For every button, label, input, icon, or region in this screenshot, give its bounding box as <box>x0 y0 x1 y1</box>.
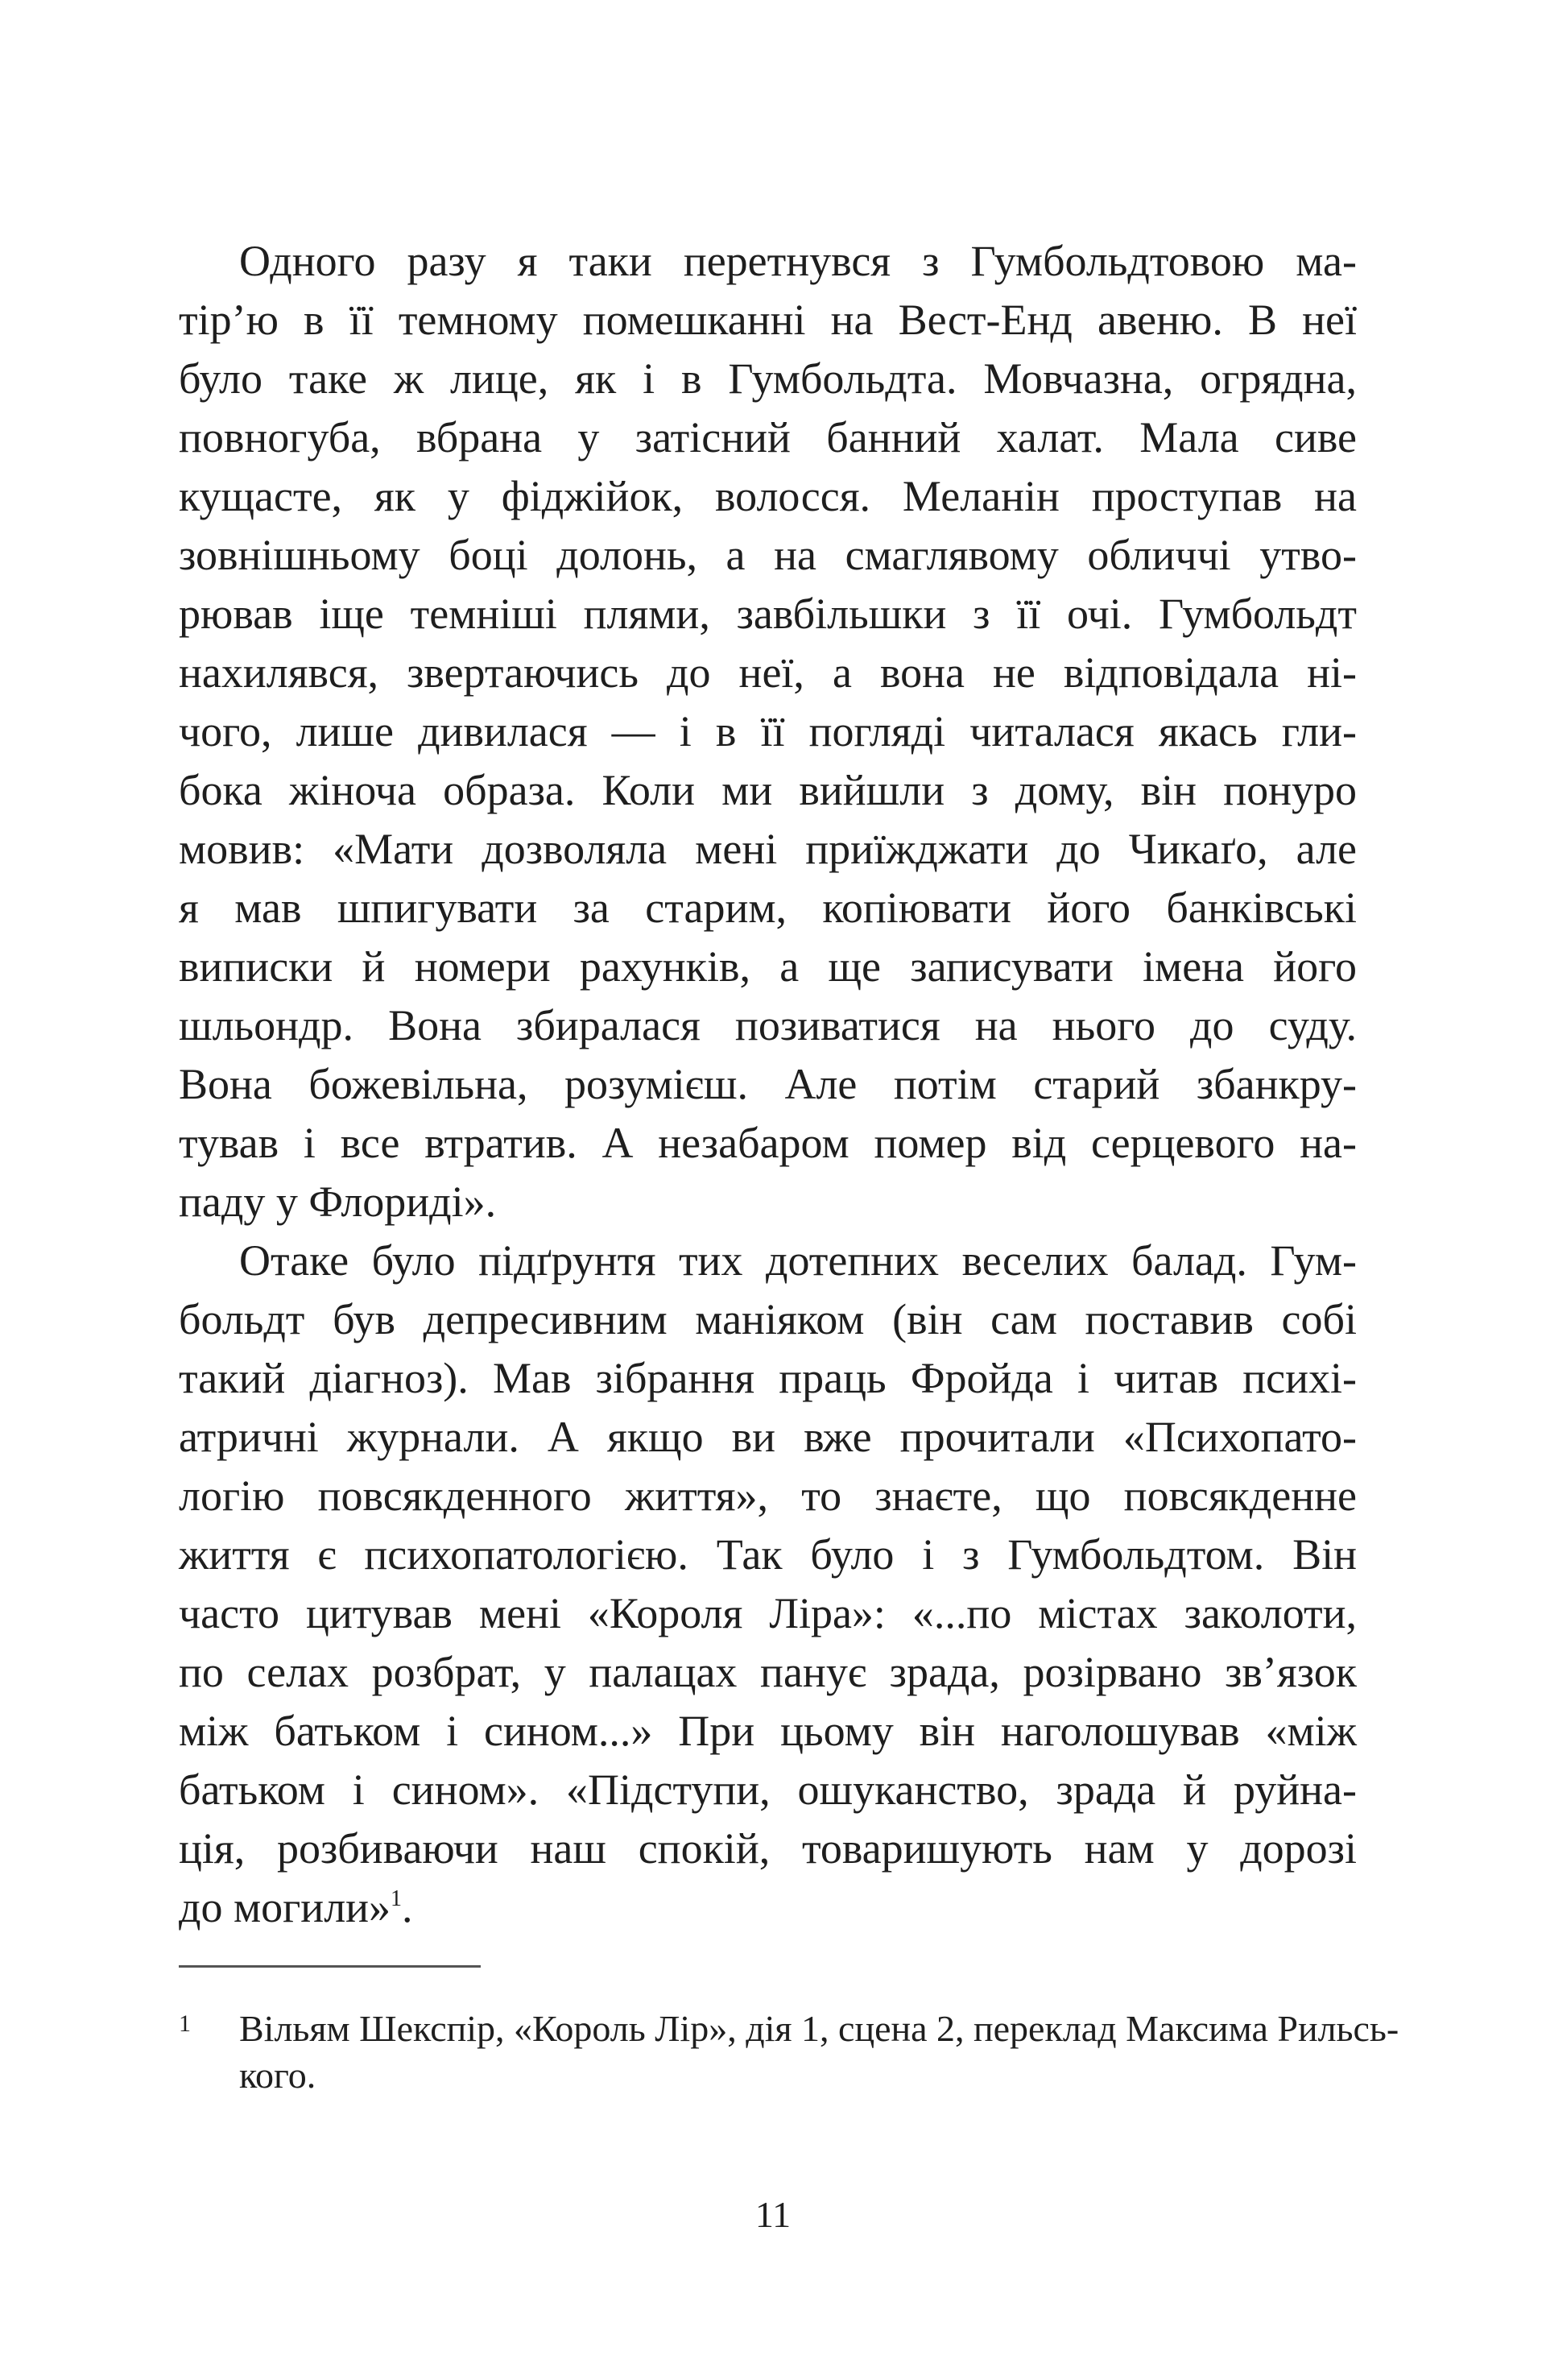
text-line-content: ція, розбиваючи наш спокій, товаришують нам у дорозі <box>179 1824 1357 1873</box>
text-line <box>179 585 1357 644</box>
text-line-content: було таке ж лице, як і в Гумбольдта. Мовчазна, огрядна, <box>179 354 1357 403</box>
text-line <box>179 291 1357 350</box>
text-line <box>179 1231 1357 1290</box>
text-line-content: тір’ю в її темному помешканні на Вест-Енд авеню. В неї <box>179 296 1357 344</box>
text-line-content: бока жіноча образа. Коли ми вийшли з дому, він понуро <box>179 766 1357 814</box>
footnote-reference[interactable]: 1 <box>391 1886 403 1911</box>
text-line <box>179 1702 1357 1761</box>
page-number: 11 <box>754 2194 792 2235</box>
text-line-content: зовнішньому боці долонь, а на смаглявому обличчі утво- <box>179 531 1357 579</box>
text-line-content: Вона божевільна, розумієш. Але потім старий збанкру- <box>179 1060 1357 1108</box>
text-line <box>179 761 1357 820</box>
text-line <box>179 1349 1357 1408</box>
text-line-content: мовив: «Мати дозволяла мені приїжджати до Чикаґо, але <box>179 825 1357 873</box>
text-line-content: виписки й номери рахунків, а ще записувати імена його <box>179 942 1357 991</box>
footnote-text <box>239 2005 1399 2099</box>
text-line <box>179 350 1357 408</box>
text-line <box>179 1173 1357 1231</box>
text-line-content: часто цитував мені «Короля Ліра»: «...по містах заколоти, <box>179 1589 1357 1637</box>
text-line-content: паду у Флориді». <box>179 1178 497 1226</box>
paragraph <box>179 232 1357 1231</box>
text-line-content: рював іще темніші плями, завбільшки з її очі. Гумбольдт <box>179 590 1357 638</box>
text-line <box>179 702 1357 761</box>
text-line-content: між батьком і сином...» При цьому він наголошував «між <box>179 1707 1357 1755</box>
text-line <box>179 644 1357 702</box>
text-line-content: чого, лише дивилася — і в її погляді читалася якась гли- <box>179 707 1357 755</box>
text-line <box>179 1643 1357 1702</box>
text-line <box>179 1525 1357 1584</box>
text-line <box>179 1467 1357 1525</box>
text-line <box>179 1819 1357 1878</box>
footnote-mark: 1 <box>179 2010 191 2037</box>
text-line <box>179 1584 1357 1643</box>
text-line-content: по селах розбрат, у палацах панує зрада, розірвано зв’язок <box>179 1648 1357 1696</box>
text-line-period: . <box>402 1883 413 1931</box>
text-line <box>179 1055 1357 1114</box>
text-line <box>179 1408 1357 1467</box>
text-line-content: батьком і сином». «Підступи, ошуканство, зрада й руйна- <box>179 1765 1357 1814</box>
text-line <box>179 1290 1357 1349</box>
text-line <box>179 408 1357 467</box>
text-line <box>179 879 1357 938</box>
text-line <box>179 996 1357 1055</box>
text-line-content: Одного разу я таки перетнувся з Гумбольдтовою ма- <box>239 237 1357 285</box>
text-line <box>179 938 1357 996</box>
text-line-content: атричні журнали. А якщо ви вже прочитали «Психопато- <box>179 1413 1357 1461</box>
footnote-line: Вільям Шекспір, «Король Лір», дія 1, сцена 2, переклад Максима Рильсь- <box>239 2008 1399 2049</box>
paragraph <box>179 1231 1357 1937</box>
text-line <box>179 467 1357 526</box>
text-line-content: тував і все втратив. А незабаром помер від серцевого на- <box>179 1119 1357 1167</box>
text-line-content: нахилявся, звертаючись до неї, а вона не відповідала ні- <box>179 648 1357 697</box>
text-line <box>179 1878 1357 1937</box>
text-line-content: повногуба, вбрана у затісний банний халат. Мала сиве <box>179 413 1357 462</box>
text-line-content: больдт був депресивним маніяком (він сам поставив собі <box>179 1295 1357 1343</box>
text-line <box>179 232 1357 291</box>
text-line <box>179 526 1357 585</box>
text-line-content: такий діагноз). Мав зібрання праць Фройда і читав психі- <box>179 1354 1357 1402</box>
footnote <box>179 2005 1399 2099</box>
text-line <box>179 1761 1357 1819</box>
text-line <box>179 1114 1357 1173</box>
text-line-content: до могили» <box>179 1883 391 1931</box>
footnote-line: кого. <box>239 2055 316 2096</box>
text-line <box>179 820 1357 879</box>
text-line-content: я мав шпигувати за старим, копіювати його банківські <box>179 884 1357 932</box>
text-line-content: Отаке було підґрунтя тих дотепних веселих балад. Гум- <box>239 1236 1357 1285</box>
text-line-content: шльондр. Вона збиралася позиватися на нього до суду. <box>179 1001 1357 1049</box>
footnote-divider <box>179 1965 481 1968</box>
text-line-content: життя є психопатологією. Так було і з Гумбольдтом. Він <box>179 1530 1357 1579</box>
text-line-content: логію повсякденного життя», то знаєте, що повсякденне <box>179 1471 1357 1520</box>
body-text <box>179 232 1357 1937</box>
text-line-content: кущасте, як у фіджійок, волосся. Меланін проступав на <box>179 472 1357 520</box>
